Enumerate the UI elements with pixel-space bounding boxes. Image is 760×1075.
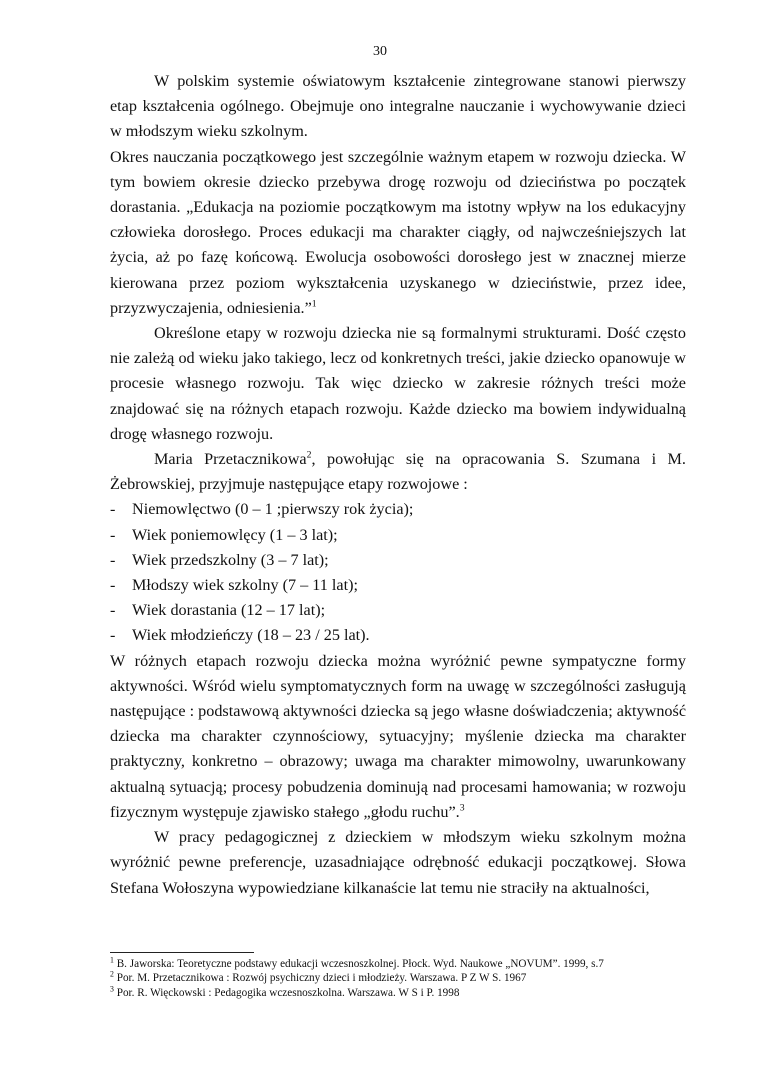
list-item: [110, 573, 686, 598]
list-dash: -: [110, 576, 116, 595]
footnote-ref-2: 2: [306, 449, 312, 461]
list-dash: -: [110, 550, 116, 569]
paragraph-5-text: W różnych etapach rozwoju dziecka można wyróżnić pewne sympatyczne formy aktywności. Wśród wielu symptomatycznych form na uwagę w szczególności zasługują następujące : podstawową aktywności dziecka są jego własne doświadczenia; aktywność dziecka ma charakter czynnościowy, sytuacyjny; myślenie dziecka ma charakter praktyczny, konkretno – obrazowy; uwaga ma charakter mimowolny, uwarunkowany aktualną sytuacją; procesy pobudzenia dominują nad procesami hamowania; w rozwoju fizycznym występuje zjawisko stałego „głodu ruchu”.: [110, 651, 686, 821]
footnote-mark: 3: [110, 984, 114, 994]
list-dash: -: [110, 601, 116, 620]
list-item-text: Wiek młodzieńczy (18 – 23 / 25 lat).: [132, 626, 370, 645]
footnote-ref-1: 1: [311, 298, 317, 310]
list-dash: -: [110, 626, 116, 645]
paragraph-1: W polskim systemie oświatowym kształcenie zintegrowane stanowi pierwszy etap kształcenia ogólnego. Obejmuje ono integralne nauczanie i wychowywanie dzieci w młodszym wieku szkolnym.: [110, 72, 686, 141]
paragraph-6: W pracy pedagogicznej z dzieckiem w młodszym wieku szkolnym można wyróżnić pewne preferencje, uzasadniające odrębność edukacji początkowej. Słowa Stefana Wołoszyna wypowiedziane kilkanaście lat temu nie straciły na aktualności,: [110, 828, 686, 897]
paragraph-2: [110, 145, 686, 321]
list-item: [110, 548, 686, 573]
list-item-text: Niemowlęctwo (0 – 1 ;pierwszy rok życia);: [132, 500, 414, 519]
list-item-text: Wiek przedszkolny (3 – 7 lat);: [132, 550, 329, 569]
footnotes: [110, 957, 710, 1000]
list-item: [110, 497, 686, 522]
paragraph-4: [110, 447, 686, 497]
list-item-text: Młodszy wiek szkolny (7 – 11 lat);: [132, 576, 358, 595]
footnote-text: Por. R. Więckowski : Pedagogika wczesnoszkolna. Warszawa. W S i P. 1998: [113, 986, 460, 999]
footnote: [110, 986, 710, 1000]
footnote-separator: [110, 952, 254, 953]
footnote-ref-3: 3: [459, 802, 465, 814]
body-text: [110, 69, 686, 901]
paragraph-3: Określone etapy w rozwoju dziecka nie są formalnymi strukturami. Dość często nie zależą od wieku jako takiego, lecz od konkretnych treści, jakie dziecko opanowuje w procesie własnego rozwoju. Tak więc dziecko w zakresie różnych treści może znajdować się na różnych etapach rozwoju. Każde dziecko ma bowiem indywidualną drogę własnego rozwoju.: [110, 324, 686, 443]
paragraph-5: [110, 649, 686, 825]
footnote-mark: 1: [110, 955, 114, 965]
list-dash: -: [110, 500, 116, 519]
footnote-mark: 2: [110, 969, 114, 979]
list-item: [110, 623, 686, 648]
footnote-text: Por. M. Przetacznikowa : Rozwój psychiczny dzieci i młodzieży. Warszawa. P Z W S. 1967: [113, 972, 527, 985]
list-item-text: Wiek poniemowlęcy (1 – 3 lat);: [132, 525, 338, 544]
footnote: [110, 971, 710, 985]
page-number: 30: [373, 44, 387, 59]
author-name: Maria Przetacznikowa: [154, 450, 307, 469]
list-item: [110, 523, 686, 548]
list-item-text: Wiek dorastania (12 – 17 lat);: [132, 601, 326, 620]
paragraph-4-text: , powołując się na opracowania S. Szumana i M. Żebrowskiej, przyjmuje następujące etapy rozwojowe :: [110, 450, 686, 494]
list-dash: -: [110, 525, 116, 544]
paragraph-2-text: Okres nauczania początkowego jest szczególnie ważnym etapem w rozwoju dziecka. W tym bowiem okresie dziecko przebywa drogę rozwoju od dzieciństwa po początek dorastania. „Edukacja na poziomie początkowym ma istotny wpływ na los edukacyjny człowieka dorosłego. Proces edukacji ma charakter ciągły, od najwcześniejszych lat życia, aż po fazę końcową. Ewolucja osobowości dorosłego jest w znacznej mierze kierowana przez poziom wykształcenia uzyskanego w dzieciństwie, przez idee, przyzwyczajenia, odniesienia.”: [110, 147, 686, 317]
development-stages-list: [110, 497, 686, 648]
list-item: [110, 598, 686, 623]
footnote: [110, 957, 710, 971]
footnote-text: B. Jaworska: Teoretyczne podstawy edukacji wczesnoszkolnej. Płock. Wyd. Naukowe „NOVUM”. 1999, s.7: [113, 958, 604, 970]
